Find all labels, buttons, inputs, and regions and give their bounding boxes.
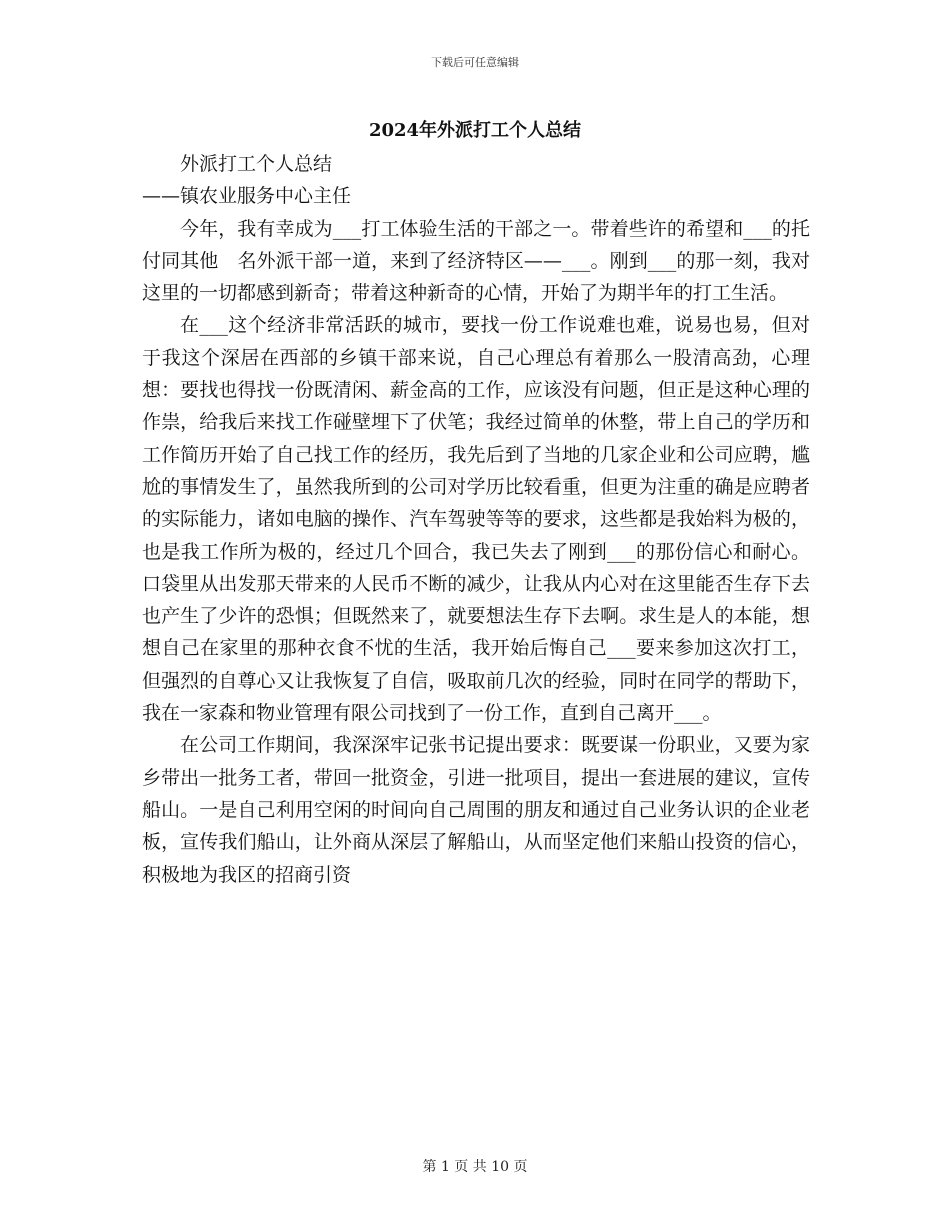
- page-header-note: 下载后可任意编辑: [431, 56, 519, 69]
- paragraph-3: 在公司工作期间，我深深牢记张书记提出要求：既要谋一份职业，又要为家乡带出一批务工者，带回一批资金，引进一批项目，提出一套进展的建议，宣传船山。一是自己利用空闲的时间向自己周围的朋友和通过自己业务认识的企业老板，宣传我们船山，让外商从深层了解船山，从而坚定他们来船山投资的信心，积极地为我区的招商引资: [142, 734, 810, 886]
- document-body: [142, 148, 810, 891]
- page-number-footer: 第 1 页 共 10 页: [422, 1159, 528, 1175]
- document-title: 2024年外派打工个人总结: [368, 120, 582, 141]
- paragraph-1: 今年，我有幸成为___打工体验生活的干部之一。带着些许的希望和___的托付同其他 名外派干部一道，来到了经济特区——___。刚到___的那一刻，我对这里的一切都感到新奇；带着这种新奇的心情，开始了为期半年的打工生活。: [142, 217, 810, 305]
- paragraph-2: 在___这个经济非常活跃的城市，要找一份工作说难也难，说易也易，但对于我这个深居在西部的乡镇干部来说，自己心理总有着那么一股清高劲，心理想：要找也得找一份既清闲、薪金高的工作，应该没有问题，但正是这种心理的作祟，给我后来找工作碰壁埋下了伏笔；我经过简单的休整，带上自己的学历和工作简历开始了自己找工作的经历，我先后到了当地的几家企业和公司应聘，尴尬的事情发生了，虽然我所到的公司对学历比较看重，但更为注重的确是应聘者的实际能力，诸如电脑的操作、汽车驾驶等等的要求，这些都是我始料为极的，也是我工作所为极的，经过几个回合，我已失去了刚到___的那份信心和耐心。口袋里从出发那天带来的人民币不断的减少，让我从内心对在这里能否生存下去也产生了少许的恐惧；但既然来了，就要想法生存下去啊。求生是人的本能，想想自己在家里的那种衣食不忧的生活，我开始后悔自己___要来参加这次打工，但强烈的自尊心又让我恢复了自信，吸取前几次的经验，同时在同学的帮助下，我在一家森和物业管理有限公司找到了一份工作，直到自己离开___。: [142, 314, 810, 725]
- document-subtitle: 外派打工个人总结: [180, 153, 333, 175]
- document-byline: ——镇农业服务中心主任: [142, 185, 352, 208]
